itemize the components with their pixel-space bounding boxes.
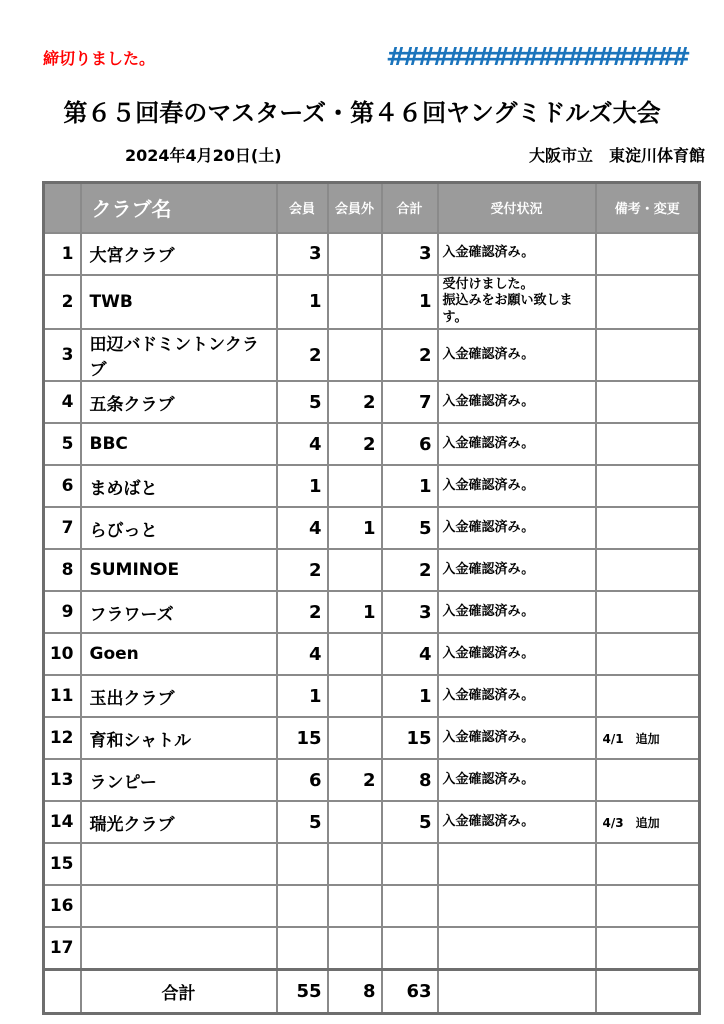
cell-status: 入金確認済み。 xyxy=(438,465,596,507)
cell-note xyxy=(596,969,700,1013)
cell-guests xyxy=(328,717,382,759)
table-row xyxy=(44,329,700,381)
cell-guests xyxy=(328,801,382,843)
cell-club-name xyxy=(81,843,277,885)
cell-members: 5 xyxy=(277,381,328,423)
cell-members: 4 xyxy=(277,423,328,465)
table-row xyxy=(44,233,700,275)
cell-total: 1 xyxy=(382,675,438,717)
cell-row-number: 11 xyxy=(44,675,81,717)
table-row xyxy=(44,843,700,885)
total-members: 55 xyxy=(277,969,328,1013)
cell-row-number: 2 xyxy=(44,275,81,330)
cell-guests xyxy=(328,465,382,507)
cell-row-number: 17 xyxy=(44,927,81,969)
cell-status: 入金確認済み。 xyxy=(438,759,596,801)
cell-status: 入金確認済み。 xyxy=(438,633,596,675)
cell-club-name: らびっと xyxy=(81,507,277,549)
cell-status: 受付けました。 振込みをお願い致します。 xyxy=(438,275,596,330)
table-total-row xyxy=(44,969,700,1013)
cell-members: 4 xyxy=(277,507,328,549)
cell-status: 入金確認済み。 xyxy=(438,381,596,423)
cell-total: 2 xyxy=(382,329,438,381)
event-date: 2024年4月20日(土) xyxy=(125,146,282,165)
cell-club-name: TWB xyxy=(81,275,277,330)
cell-guests: 1 xyxy=(328,507,382,549)
cell-club-name: フラワーズ xyxy=(81,591,277,633)
cell-row-number: 9 xyxy=(44,591,81,633)
cell-note xyxy=(596,843,700,885)
cell-club-name: 育和シャトル xyxy=(81,717,277,759)
cell-row-number xyxy=(44,969,81,1013)
table-row xyxy=(44,717,700,759)
cell-guests xyxy=(328,329,382,381)
cell-total: 8 xyxy=(382,759,438,801)
cell-club-name: SUMINOE xyxy=(81,549,277,591)
cell-row-number: 14 xyxy=(44,801,81,843)
cell-status: 入金確認済み。 xyxy=(438,423,596,465)
cell-guests xyxy=(328,549,382,591)
cell-members: 5 xyxy=(277,801,328,843)
cell-club-name: まめばと xyxy=(81,465,277,507)
table-row xyxy=(44,759,700,801)
venue: 大阪市立 東淀川体育館 xyxy=(528,146,705,165)
cell-note xyxy=(596,275,700,330)
cell-members: 4 xyxy=(277,633,328,675)
date-venue-line xyxy=(125,143,705,166)
cell-total xyxy=(382,927,438,969)
cell-total: 6 xyxy=(382,423,438,465)
cell-total: 3 xyxy=(382,233,438,275)
cell-status: 入金確認済み。 xyxy=(438,717,596,759)
table-row xyxy=(44,549,700,591)
col-header-total: 合計 xyxy=(382,183,438,233)
cell-note xyxy=(596,381,700,423)
table-row xyxy=(44,675,700,717)
cell-members xyxy=(277,927,328,969)
table-row xyxy=(44,275,700,330)
cell-total: 15 xyxy=(382,717,438,759)
col-header-club: クラブ名 xyxy=(81,183,277,233)
cell-members: 6 xyxy=(277,759,328,801)
cell-guests xyxy=(328,633,382,675)
cell-club-name: 五条クラブ xyxy=(81,381,277,423)
cell-members: 2 xyxy=(277,549,328,591)
cell-members: 1 xyxy=(277,275,328,330)
col-header-notes: 備考・変更 xyxy=(596,183,700,233)
cell-row-number: 4 xyxy=(44,381,81,423)
cell-members: 2 xyxy=(277,329,328,381)
cell-guests: 2 xyxy=(328,423,382,465)
cell-members: 1 xyxy=(277,675,328,717)
cell-total: 4 xyxy=(382,633,438,675)
cell-members: 1 xyxy=(277,465,328,507)
cell-total: 1 xyxy=(382,275,438,330)
cell-status: 入金確認済み。 xyxy=(438,507,596,549)
cell-club-name: 大宮クラブ xyxy=(81,233,277,275)
cell-note xyxy=(596,507,700,549)
table-row xyxy=(44,591,700,633)
cell-row-number: 6 xyxy=(44,465,81,507)
cell-note xyxy=(596,927,700,969)
cell-guests: 2 xyxy=(328,759,382,801)
cell-club-name: 田辺バドミントンクラブ xyxy=(81,329,277,381)
cell-total: 1 xyxy=(382,465,438,507)
hash-banner: #################### xyxy=(386,42,685,71)
cell-total: 2 xyxy=(382,549,438,591)
cell-row-number: 16 xyxy=(44,885,81,927)
cell-status: 入金確認済み。 xyxy=(438,675,596,717)
cell-members: 15 xyxy=(277,717,328,759)
cell-note xyxy=(596,549,700,591)
cell-status: 入金確認済み。 xyxy=(438,329,596,381)
cell-guests xyxy=(328,233,382,275)
cell-status xyxy=(438,969,596,1013)
cell-status: 入金確認済み。 xyxy=(438,549,596,591)
cell-club-name: 瑞光クラブ xyxy=(81,801,277,843)
total-sum: 63 xyxy=(382,969,438,1013)
cell-row-number: 8 xyxy=(44,549,81,591)
cell-row-number: 13 xyxy=(44,759,81,801)
cell-row-number: 7 xyxy=(44,507,81,549)
cell-note xyxy=(596,591,700,633)
cell-note xyxy=(596,675,700,717)
col-header-members: 会員 xyxy=(277,183,328,233)
cell-members: 2 xyxy=(277,591,328,633)
cell-status xyxy=(438,885,596,927)
cell-club-name: ランピー xyxy=(81,759,277,801)
cell-row-number: 15 xyxy=(44,843,81,885)
cell-total: 5 xyxy=(382,507,438,549)
cell-club-name: Goen xyxy=(81,633,277,675)
col-header-guests: 会員外 xyxy=(328,183,382,233)
cell-note xyxy=(596,885,700,927)
cell-note xyxy=(596,633,700,675)
cell-guests xyxy=(328,927,382,969)
cell-guests: 1 xyxy=(328,591,382,633)
cell-total xyxy=(382,843,438,885)
cell-row-number: 3 xyxy=(44,329,81,381)
table-row xyxy=(44,465,700,507)
table-row xyxy=(44,885,700,927)
cell-club-name xyxy=(81,927,277,969)
cell-note: 4/1 追加 xyxy=(596,717,700,759)
cell-club-name: BBC xyxy=(81,423,277,465)
cell-status xyxy=(438,927,596,969)
cell-guests: 2 xyxy=(328,381,382,423)
cell-guests xyxy=(328,275,382,330)
cell-guests xyxy=(328,885,382,927)
cell-members xyxy=(277,885,328,927)
cell-guests xyxy=(328,843,382,885)
table-row xyxy=(44,801,700,843)
cell-row-number: 12 xyxy=(44,717,81,759)
cell-club-name: 玉出クラブ xyxy=(81,675,277,717)
cell-note xyxy=(596,759,700,801)
table-row xyxy=(44,927,700,969)
cell-total xyxy=(382,885,438,927)
col-header-row-number xyxy=(44,183,81,233)
cell-club-name xyxy=(81,885,277,927)
table-header-row xyxy=(44,183,700,233)
total-guests: 8 xyxy=(328,969,382,1013)
cell-note xyxy=(596,423,700,465)
registration-table xyxy=(42,181,701,1015)
cell-total: 7 xyxy=(382,381,438,423)
table-row xyxy=(44,423,700,465)
cell-status xyxy=(438,843,596,885)
table-row xyxy=(44,381,700,423)
cell-status: 入金確認済み。 xyxy=(438,233,596,275)
closed-notice: 締切りました。 xyxy=(43,49,156,68)
cell-total: 3 xyxy=(382,591,438,633)
cell-total: 5 xyxy=(382,801,438,843)
cell-row-number: 1 xyxy=(44,233,81,275)
cell-note xyxy=(596,329,700,381)
cell-guests xyxy=(328,675,382,717)
cell-status: 入金確認済み。 xyxy=(438,801,596,843)
table-row xyxy=(44,633,700,675)
total-label: 合計 xyxy=(81,969,277,1013)
cell-note: 4/3 追加 xyxy=(596,801,700,843)
col-header-status: 受付状況 xyxy=(438,183,596,233)
cell-note xyxy=(596,233,700,275)
table-row xyxy=(44,507,700,549)
cell-members: 3 xyxy=(277,233,328,275)
cell-row-number: 5 xyxy=(44,423,81,465)
cell-status: 入金確認済み。 xyxy=(438,591,596,633)
cell-members xyxy=(277,843,328,885)
cell-note xyxy=(596,465,700,507)
cell-row-number: 10 xyxy=(44,633,81,675)
page-title: 第６５回春のマスターズ・第４６回ヤングミドルズ大会 xyxy=(63,99,661,127)
